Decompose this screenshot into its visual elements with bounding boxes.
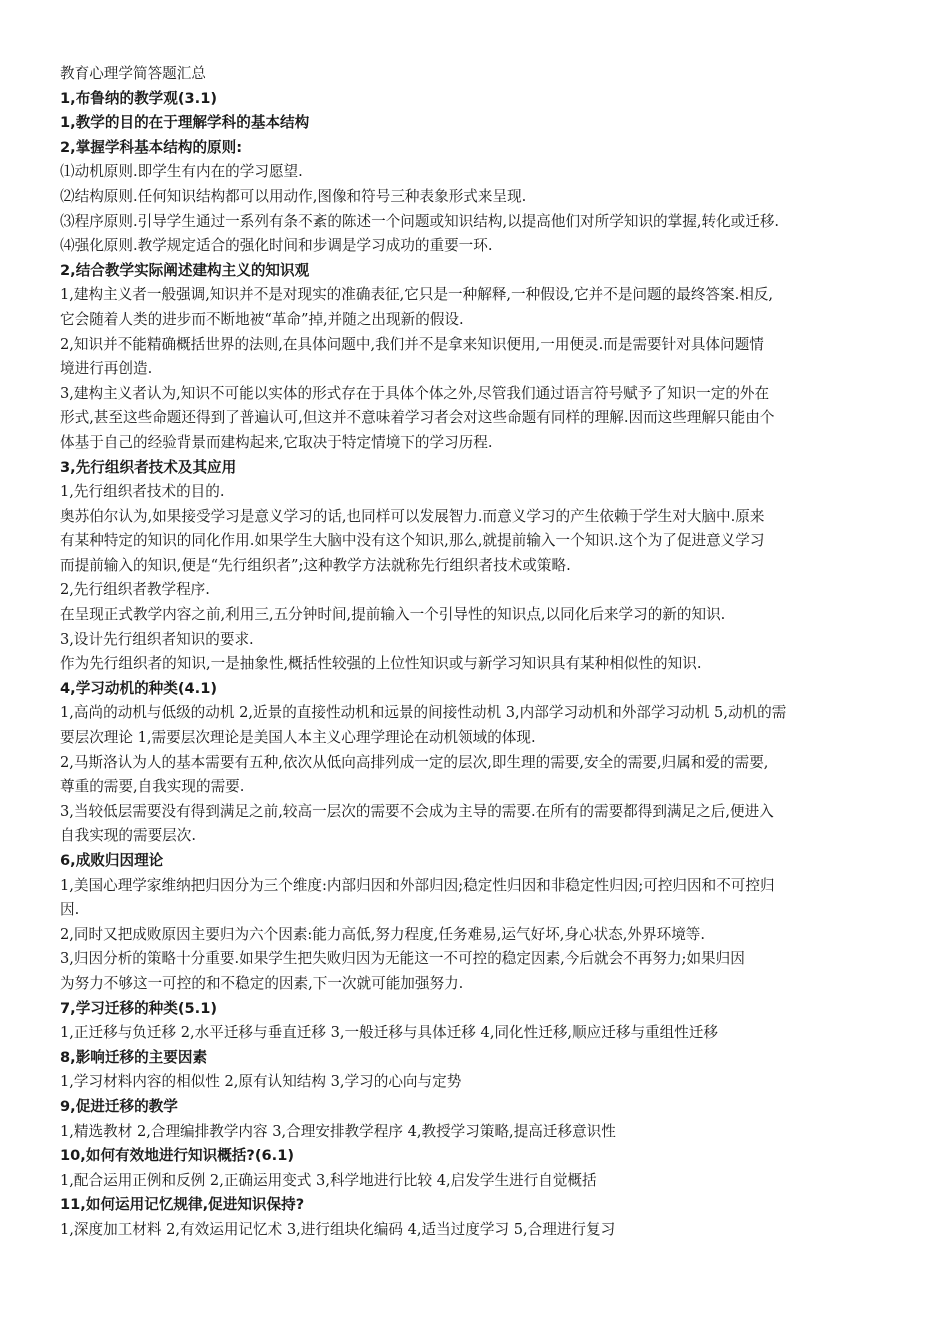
text-line: 1,美国心理学家维纳把归因分为三个维度:内部归因和外部归因;稳定性归因和非稳定性归因;可控归因和不可控归 <box>60 876 775 894</box>
section-heading: 11,如何运用记忆规律,促进知识保持? <box>60 1196 305 1214</box>
text-line: 3,当较低层需要没有得到满足之前,较高一层次的需要不会成为主导的需要.在所有的需要都得到满足之后,便进入 <box>60 802 774 820</box>
text-line: 形式,甚至这些命题还得到了普遍认可,但这并不意味着学习者会对这些命题有同样的理解.因而这些理解只能由个 <box>60 409 775 427</box>
section-heading: 1,教学的目的在于理解学科的基本结构 <box>60 114 310 132</box>
text-line: 而提前输入的知识,便是“先行组织者”;这种教学方法就称先行组织者技术或策略. <box>60 556 571 574</box>
text-line: 2,同时又把成败原因主要归为六个因素:能力高低,努力程度,任务难易,运气好坏,身心状态,外界环境等. <box>60 925 706 943</box>
text-line: 3,设计先行组织者知识的要求. <box>60 630 254 648</box>
text-line: 1,正迁移与负迁移 2,水平迁移与垂直迁移 3,一般迁移与具体迁移 4,同化性迁移,顺应迁移与重组性迁移 <box>60 1024 719 1042</box>
text-line: 为努力不够这一可控的和不稳定的因素,下一次就可能加强努力. <box>60 974 464 992</box>
text-line: 它会随着人类的进步而不断地被“革命”掉,并随之出现新的假设. <box>60 310 464 328</box>
section-heading: 7,学习迁移的种类(5.1) <box>60 999 218 1017</box>
text-line: 作为先行组织者的知识,一是抽象性,概括性较强的上位性知识或与新学习知识具有某种相似性的知识. <box>60 655 702 673</box>
text-line: 自我实现的需要层次. <box>60 827 196 845</box>
text-line: 3,建构主义者认为,知识不可能以实体的形式存在于具体个体之外,尽管我们通过语言符号赋予了知识一定的外在 <box>60 384 770 402</box>
text-line: 1,高尚的动机与低级的动机 2,近景的直接性动机和远景的间接性动机 3,内部学习动机和外部学习动机 5,动机的需 <box>60 704 787 722</box>
text-line: ⑶程序原则.引导学生通过一系列有条不紊的陈述一个问题或知识结构,以提高他们对所学知识的掌握,转化或迁移. <box>60 212 780 230</box>
text-line: 境进行再创造. <box>60 360 153 378</box>
text-line: 2,知识并不能精确概括世界的法则,在具体问题中,我们并不是拿来知识便用,一用便灵.而是需要针对具体问题情 <box>60 335 764 353</box>
section-heading: 3,先行组织者技术及其应用 <box>60 458 237 476</box>
text-line: ⑴动机原则.即学生有内在的学习愿望. <box>60 163 303 181</box>
section-heading: 2,掌握学科基本结构的原则: <box>60 138 243 156</box>
section-heading: 2,结合教学实际阐述建构主义的知识观 <box>60 261 310 279</box>
text-line: 2,先行组织者教学程序. <box>60 581 210 599</box>
text-line: ⑷强化原则.教学规定适合的强化时间和步调是学习成功的重要一环. <box>60 237 493 255</box>
text-line: ⑵结构原则.任何知识结构都可以用动作,图像和符号三种表象形式来呈现. <box>60 187 527 205</box>
section-heading: 9,促进迁移的教学 <box>60 1097 178 1115</box>
text-line: 1,先行组织者技术的目的. <box>60 483 225 501</box>
text-line: 2,马斯洛认为人的基本需要有五种,依次从低向高排列成一定的层次,即生理的需要,安全的需要,归属和爱的需要, <box>60 753 769 771</box>
section-heading: 4,学习动机的种类(4.1) <box>60 679 218 697</box>
text-line: 要层次理论 1,需要层次理论是美国人本主义心理学理论在动机领域的体现. <box>60 729 536 747</box>
text-line: 1,精选教材 2,合理编排教学内容 3,合理安排教学程序 4,教授学习策略,提高迁移意识性 <box>60 1122 616 1140</box>
section-heading: 10,如何有效地进行知识概括?(6.1) <box>60 1147 295 1165</box>
text-line: 在呈现正式教学内容之前,利用三,五分钟时间,提前输入一个引导性的知识点,以同化后来学习的新的知识. <box>60 606 726 624</box>
text-line: 1,学习材料内容的相似性 2,原有认知结构 3,学习的心向与定势 <box>60 1073 462 1091</box>
text-line: 尊重的需要,自我实现的需要. <box>60 778 245 796</box>
text-line: 3,归因分析的策略十分重要.如果学生把失败归因为无能这一不可控的稳定因素,今后就会不再努力;如果归因 <box>60 950 745 968</box>
section-heading: 1,布鲁纳的教学观(3.1) <box>60 89 218 107</box>
section-heading: 8,影响迁移的主要因素 <box>60 1048 208 1066</box>
text-line: 1,深度加工材料 2,有效运用记忆术 3,进行组块化编码 4,适当过度学习 5,合理进行复习 <box>60 1220 616 1238</box>
text-line: 有某种特定的知识的同化作用.如果学生大脑中没有这个知识,那么,就提前输入一个知识.这个为了促进意义学习 <box>60 532 765 550</box>
document-title: 教育心理学简答题汇总 <box>60 65 206 82</box>
section-heading: 6,成败归因理论 <box>60 852 164 869</box>
text-line: 体基于自己的经验背景而建构起来,它取决于特定情境下的学习历程. <box>60 433 493 451</box>
text-line: 1,配合运用正例和反例 2,正确运用变式 3,科学地进行比较 4,启发学生进行自觉概括 <box>60 1171 597 1189</box>
text-line: 因. <box>60 901 80 919</box>
text-line: 1,建构主义者一般强调,知识并不是对现实的准确表征,它只是一种解释,一种假设,它并不是问题的最终答案.相反, <box>60 286 774 304</box>
text-line: 奥苏伯尔认为,如果接受学习是意义学习的话,也同样可以发展智力.而意义学习的产生依赖于学生对大脑中.原来 <box>60 507 765 525</box>
